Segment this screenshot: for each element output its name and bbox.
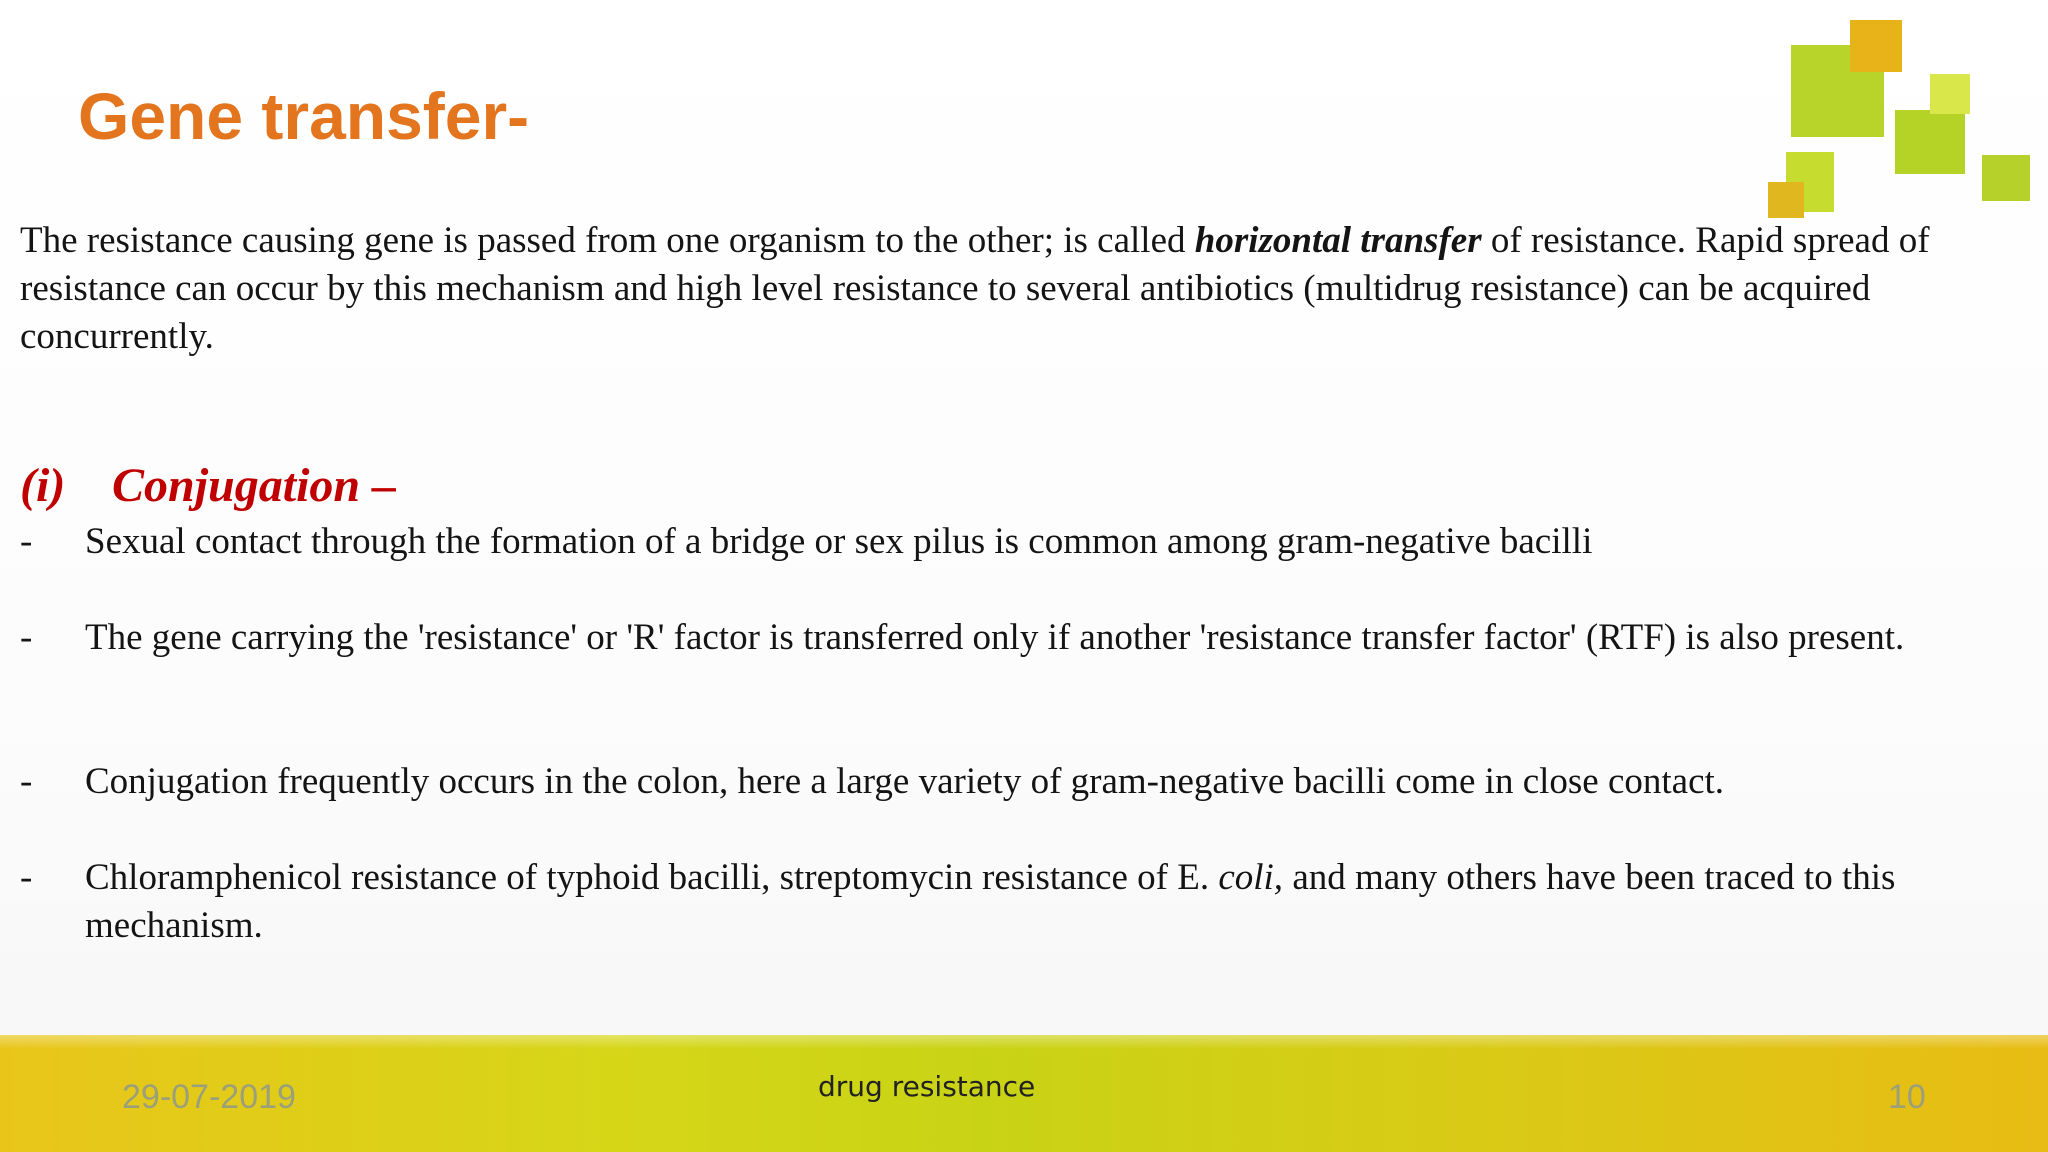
bullet-text-part: and many others have been traced to this mechanism.: [85, 857, 1896, 946]
section-heading: [20, 458, 396, 513]
decorative-square: [1895, 110, 1965, 174]
decorative-square: [1850, 20, 1902, 72]
decorative-square: [1930, 74, 1970, 114]
bullet-item: [20, 854, 2010, 950]
decorative-square: [1768, 182, 1804, 218]
bullet-text: Sexual contact through the formation of a bridge or sex pilus is common among gram-negative bacilli: [85, 521, 1593, 562]
section-number: (i): [20, 459, 66, 512]
bullet-marker: -: [20, 857, 33, 898]
intro-text: The resistance causing gene is passed from one organism to the other; is called: [20, 220, 1195, 261]
bullet-text: [85, 854, 2010, 950]
section-label: Conjugation –: [112, 459, 397, 512]
slide-title: Gene transfer-: [78, 79, 530, 153]
bullet-text: The gene carrying the 'resistance' or 'R' factor is transferred only if another 'resistance transfer factor' (RTF) is also present.: [85, 617, 1905, 658]
bullet-marker: -: [20, 521, 33, 562]
intro-text: of resistance. Rapid spread of resistance can occur by this mechanism and high level resistance to several antibiotics (multidrug resistance) can be acquired concurrently.: [20, 220, 1930, 357]
bullet-item: [20, 614, 2010, 662]
bullet-marker: -: [20, 617, 33, 658]
bullet-item: [20, 758, 2010, 806]
intro-emphasis: horizontal transfer: [1194, 220, 1482, 261]
bullet-marker: -: [20, 761, 33, 802]
bullet-item: [20, 518, 2010, 566]
bullet-text: Conjugation frequently occurs in the colon, here a large variety of gram-negative bacilli come in close contact.: [85, 761, 1725, 802]
slide-number: 10: [1888, 1078, 1926, 1116]
footer-date: 29-07-2019: [122, 1078, 296, 1116]
bullet-text-part: Chloramphenicol resistance of typhoid bacilli, streptomycin resistance of E.: [85, 857, 1219, 898]
intro-paragraph: [20, 217, 2010, 361]
footer-title: drug resistance: [818, 1070, 1036, 1103]
decorative-square: [1982, 155, 2030, 201]
bullet-text-italic: coli,: [1218, 857, 1284, 898]
